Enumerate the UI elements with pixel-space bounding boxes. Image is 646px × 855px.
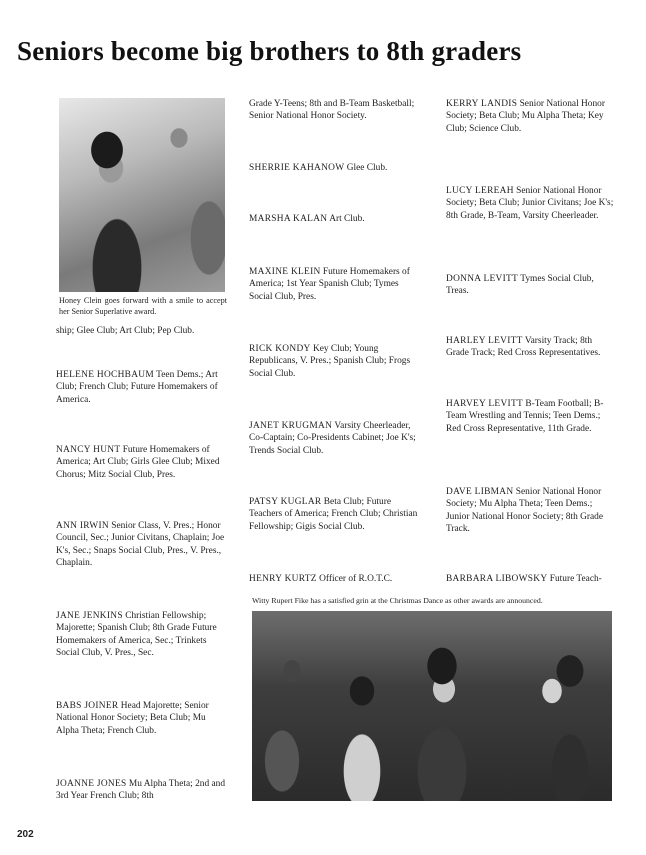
senior-name: LUCY LEREAH <box>446 186 514 196</box>
senior-name: JANE JENKINS <box>56 611 123 621</box>
senior-activities: Grade Y-Teens; 8th and B-Team Basketball; Senior National Honor Society. <box>249 99 415 122</box>
senior-entry <box>249 266 421 303</box>
senior-name: BARBARA LIBOWSKY <box>446 574 548 584</box>
senior-activities: B-Team Football; B-Team Wrestling and Tennis; Teen Dems.; Red Cross Representative, 11th Grade. <box>446 399 604 434</box>
senior-name: HELENE HOCHBAUM <box>56 370 154 380</box>
page-headline: Seniors become big brothers to 8th graders <box>17 36 522 66</box>
senior-entry <box>56 369 227 406</box>
senior-name: RICK KONDY <box>249 344 311 354</box>
senior-activities: Future Homemakers of America; 1st Year Spanish Club; Tymes Social Club, Pres. <box>249 267 410 302</box>
senior-activities: Varsity Cheerleader, Co-Captain; Co-Presidents Cabinet; Joe K's; Trends Social Club. <box>249 421 416 456</box>
senior-entry <box>56 325 227 337</box>
senior-activities: Senior National Honor Society; Beta Club; Mu Alpha Theta; Key Club; Science Club. <box>446 99 605 134</box>
photo-caption-top: Honey Clein goes forward with a smile to accept her Senior Superlative award. <box>59 296 227 316</box>
senior-entry <box>56 610 227 660</box>
senior-activities: Future Homemakers of America; Art Club; Girls Glee Club; Mixed Chorus; Mitz Social Club, Pres. <box>56 445 220 480</box>
senior-name: SHERRIE KAHANOW <box>249 163 345 173</box>
senior-name: HARLEY LEVITT <box>446 336 523 346</box>
senior-name: NANCY HUNT <box>56 445 121 455</box>
senior-entry <box>56 700 227 737</box>
senior-name: ANN IRWIN <box>56 521 109 531</box>
senior-name: JANET KRUGMAN <box>249 421 333 431</box>
senior-activities: Officer of R.O.T.C. <box>319 574 393 584</box>
senior-activities: ship; Glee Club; Art Club; Pep Club. <box>56 326 195 336</box>
senior-name: MAXINE KLEIN <box>249 267 321 277</box>
senior-name: HENRY KURTZ <box>249 574 317 584</box>
senior-entry <box>446 573 616 585</box>
senior-name: DAVE LIBMAN <box>446 487 514 497</box>
senior-activities: Senior Class, V. Pres.; Honor Council, Sec.; Junior Civitans, Chaplain; Joe K's, Sec.; Snaps Social Club, Pres., V. Pres., Chaplain. <box>56 521 225 569</box>
senior-activities: Beta Club; Future Teachers of America; French Club; Christian Fellowship; Gigis Social Club. <box>249 497 418 532</box>
senior-entry <box>446 98 616 135</box>
senior-entry <box>249 573 421 585</box>
senior-entry <box>446 335 616 360</box>
senior-name: HARVEY LEVITT <box>446 399 524 409</box>
senior-entry <box>446 486 616 536</box>
senior-entry <box>56 444 227 481</box>
senior-activities: Mu Alpha Theta; 2nd and 3rd Year French Club; 8th <box>56 779 226 802</box>
senior-activities: Varsity Track; 8th Grade Track; Red Cross Representatives. <box>446 336 601 359</box>
senior-activities: Christian Fellowship; Majorette; Spanish Club; 8th Grade Future Homemakers of America, Sec.; Trinkets Social Club, V. Pres., Sec. <box>56 611 217 659</box>
senior-entry <box>56 520 227 570</box>
senior-activities: Senior National Honor Society; Mu Alpha Theta; Teen Dems.; Junior National Honor Society; 8th Grade Track. <box>446 487 603 535</box>
senior-activities: Future Teach- <box>549 574 602 584</box>
award-photo-honey-clein <box>59 98 225 292</box>
senior-entry <box>249 213 421 225</box>
senior-activities: Teen Dems.; Art Club; French Club; Future Homemakers of America. <box>56 370 218 405</box>
senior-name: JOANNE JONES <box>56 779 127 789</box>
senior-entry <box>249 98 421 123</box>
senior-entry <box>249 343 421 380</box>
senior-name: MARSHA KALAN <box>249 214 328 224</box>
senior-activities: Glee Club. <box>346 163 388 173</box>
senior-name: KERRY LANDIS <box>446 99 518 109</box>
senior-activities: Art Club. <box>329 214 365 224</box>
senior-activities: Head Majorette; Senior National Honor Society; Beta Club; Mu Alpha Theta; French Club. <box>56 701 209 736</box>
senior-entry <box>56 778 227 803</box>
christmas-dance-photo <box>252 611 612 801</box>
senior-activities: Key Club; Young Republicans, V. Pres.; Spanish Club; Frogs Social Club. <box>249 344 411 379</box>
senior-entry <box>446 273 616 298</box>
senior-activities: Senior National Honor Society; Beta Club; Junior Civitans; Joe K's; 8th Grade, B-Team, Varsity Cheerleader. <box>446 186 614 221</box>
senior-entry <box>249 162 421 174</box>
senior-name: DONNA LEVITT <box>446 274 519 284</box>
page-number: 202 <box>17 829 34 840</box>
senior-entry <box>249 496 421 533</box>
senior-entry <box>446 185 616 222</box>
senior-activities: Tymes Social Club, Treas. <box>446 274 594 297</box>
photo-caption-bottom: Witty Rupert Fike has a satisfied grin at the Christmas Dance as other awards are announced. <box>252 596 543 605</box>
senior-name: BABS JOINER <box>56 701 119 711</box>
senior-entry <box>249 420 421 457</box>
senior-entry <box>446 398 616 435</box>
senior-name: PATSY KUGLAR <box>249 497 322 507</box>
